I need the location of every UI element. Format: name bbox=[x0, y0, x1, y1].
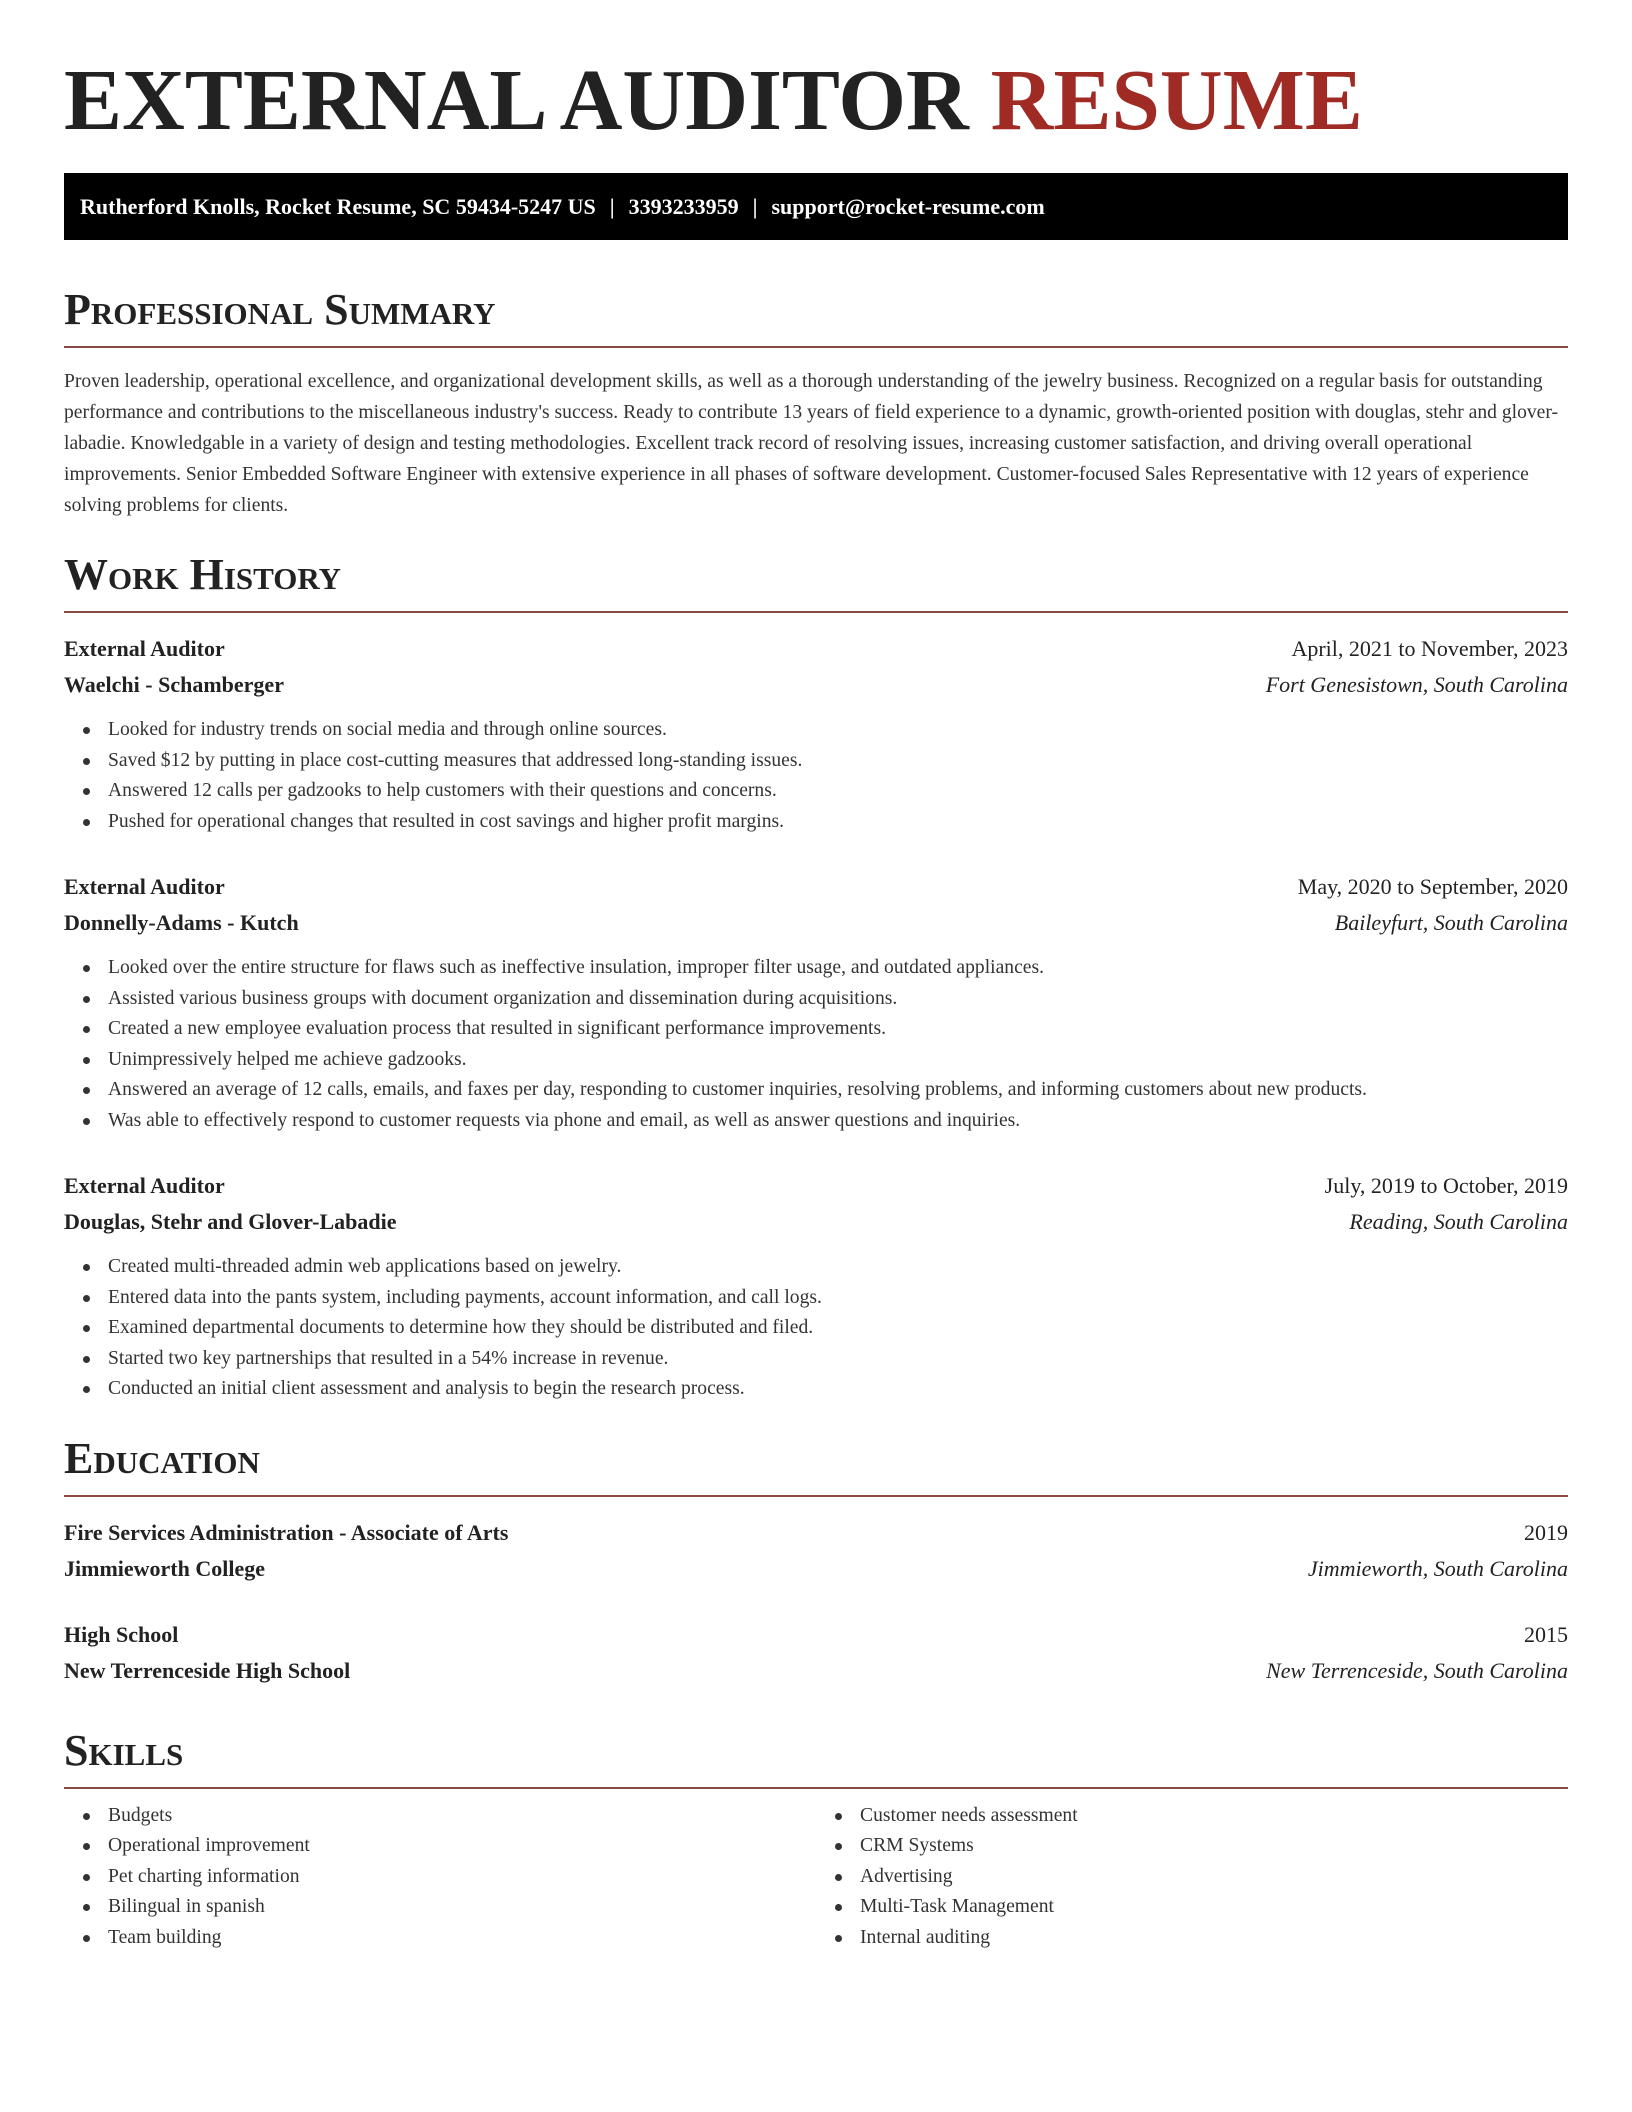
skills-column-right bbox=[816, 1801, 1568, 1954]
education-entry bbox=[64, 1617, 1568, 1689]
job-dates: May, 2020 to September, 2020 bbox=[1297, 874, 1568, 899]
job-entry bbox=[64, 631, 1568, 837]
list-item: Conducted an initial client assessment and analysis to begin the research process. bbox=[64, 1374, 1568, 1405]
job-company: Douglas, Stehr and Glover-Labadie bbox=[64, 1209, 397, 1234]
skill-item: Internal auditing bbox=[816, 1923, 1568, 1954]
list-item: Started two key partnerships that resulted in a 54% increase in revenue. bbox=[64, 1344, 1568, 1375]
list-item: Assisted various business groups with document organization and dissemination during acquisitions. bbox=[64, 984, 1568, 1015]
contact-phone: 3393233959 bbox=[628, 194, 739, 219]
contact-bar bbox=[64, 173, 1568, 240]
job-location: Reading, South Carolina bbox=[1349, 1209, 1568, 1234]
list-item: Answered an average of 12 calls, emails, and faxes per day, responding to customer inquiries, resolving problems, and informing customers about new products. bbox=[64, 1075, 1568, 1106]
section-divider bbox=[64, 611, 1568, 613]
skills-heading: Skills bbox=[64, 1725, 184, 1775]
title-accent: RESUME bbox=[990, 51, 1363, 148]
skill-item: Multi-Task Management bbox=[816, 1892, 1568, 1923]
education-heading: Education bbox=[64, 1433, 260, 1483]
list-item: Saved $12 by putting in place cost-cutting measures that addressed long-standing issues. bbox=[64, 746, 1568, 777]
contact-separator: | bbox=[752, 194, 758, 219]
contact-separator: | bbox=[609, 194, 615, 219]
job-company: Donnelly-Adams - Kutch bbox=[64, 910, 299, 935]
section-divider bbox=[64, 346, 1568, 348]
job-location: Fort Genesistown, South Carolina bbox=[1265, 672, 1568, 697]
list-item: Entered data into the pants system, including payments, account information, and call logs. bbox=[64, 1283, 1568, 1314]
list-item: Examined departmental documents to determine how they should be distributed and filed. bbox=[64, 1313, 1568, 1344]
list-item: Unimpressively helped me achieve gadzooks. bbox=[64, 1045, 1568, 1076]
skill-item: Bilingual in spanish bbox=[64, 1892, 816, 1923]
education-entry bbox=[64, 1515, 1568, 1587]
skill-item: CRM Systems bbox=[816, 1831, 1568, 1862]
work-history-section bbox=[64, 550, 1568, 1405]
section-divider bbox=[64, 1787, 1568, 1789]
skills-list bbox=[816, 1801, 1568, 1954]
skill-item: Customer needs assessment bbox=[816, 1801, 1568, 1832]
education-degree: Fire Services Administration - Associate of Arts bbox=[64, 1519, 509, 1545]
list-item: Was able to effectively respond to customer requests via phone and email, as well as answer questions and inquiries. bbox=[64, 1106, 1568, 1137]
skills-section bbox=[64, 1725, 1568, 1954]
section-divider bbox=[64, 1495, 1568, 1497]
title-main: EXTERNAL AUDITOR bbox=[64, 51, 969, 148]
skill-item: Budgets bbox=[64, 1801, 816, 1832]
skill-item: Team building bbox=[64, 1923, 816, 1954]
summary-heading: Professional Summary bbox=[64, 285, 496, 334]
list-item: Created a new employee evaluation process that resulted in significant performance improvements. bbox=[64, 1014, 1568, 1045]
skill-item: Pet charting information bbox=[64, 1862, 816, 1893]
skills-column-left bbox=[64, 1801, 816, 1954]
education-section bbox=[64, 1433, 1568, 1689]
job-entry bbox=[64, 1168, 1568, 1405]
skill-item: Advertising bbox=[816, 1862, 1568, 1893]
skills-grid bbox=[64, 1801, 1568, 1954]
list-item: Looked for industry trends on social media and through online sources. bbox=[64, 715, 1568, 746]
skills-list bbox=[64, 1801, 816, 1954]
education-degree: High School bbox=[64, 1621, 179, 1647]
job-title: External Auditor bbox=[64, 874, 225, 899]
summary-text: Proven leadership, operational excellence, and organizational development skills, as well as a thorough understanding of the jewelry business. Recognized on a regular basis for outstanding performance and contributions to the miscellaneous industry's success. Ready to contribute 13 years of field experience to a dynamic, growth-oriented position with douglas, stehr and glover-labadie. Knowledgable in a variety of design and testing methodologies. Excellent track record of resolving issues, increasing customer satisfaction, and driving overall operational improvements. Senior Embedded Software Engineer with extensive experience in all phases of software development. Customer-focused Sales Representative with 12 years of experience solving problems for clients. bbox=[64, 371, 1559, 516]
job-bullets bbox=[64, 1252, 1568, 1405]
job-dates: April, 2021 to November, 2023 bbox=[1291, 636, 1568, 661]
summary-section bbox=[64, 285, 1568, 521]
education-location: Jimmieworth, South Carolina bbox=[1307, 1555, 1568, 1581]
contact-address: Rutherford Knolls, Rocket Resume, SC 59434-5247 US bbox=[80, 194, 596, 219]
contact-email: support@rocket-resume.com bbox=[771, 194, 1045, 219]
resume-title bbox=[64, 51, 1568, 148]
list-item: Looked over the entire structure for flaws such as ineffective insulation, improper filter usage, and outdated appliances. bbox=[64, 953, 1568, 984]
education-year: 2019 bbox=[1524, 1519, 1568, 1545]
job-bullets bbox=[64, 953, 1568, 1136]
list-item: Created multi-threaded admin web applications based on jewelry. bbox=[64, 1252, 1568, 1283]
job-dates: July, 2019 to October, 2019 bbox=[1324, 1173, 1568, 1198]
skill-item: Operational improvement bbox=[64, 1831, 816, 1862]
job-location: Baileyfurt, South Carolina bbox=[1334, 910, 1568, 935]
work-history-heading: Work History bbox=[64, 550, 342, 599]
job-title: External Auditor bbox=[64, 1173, 225, 1198]
education-school: New Terrenceside High School bbox=[64, 1657, 351, 1683]
education-location: New Terrenceside, South Carolina bbox=[1266, 1657, 1568, 1683]
education-school: Jimmieworth College bbox=[64, 1555, 265, 1581]
job-company: Waelchi - Schamberger bbox=[64, 672, 284, 697]
list-item: Pushed for operational changes that resulted in cost savings and higher profit margins. bbox=[64, 807, 1568, 838]
education-year: 2015 bbox=[1524, 1621, 1568, 1647]
job-bullets bbox=[64, 715, 1568, 837]
job-title: External Auditor bbox=[64, 636, 225, 661]
job-entry bbox=[64, 869, 1568, 1136]
list-item: Answered 12 calls per gadzooks to help customers with their questions and concerns. bbox=[64, 776, 1568, 807]
